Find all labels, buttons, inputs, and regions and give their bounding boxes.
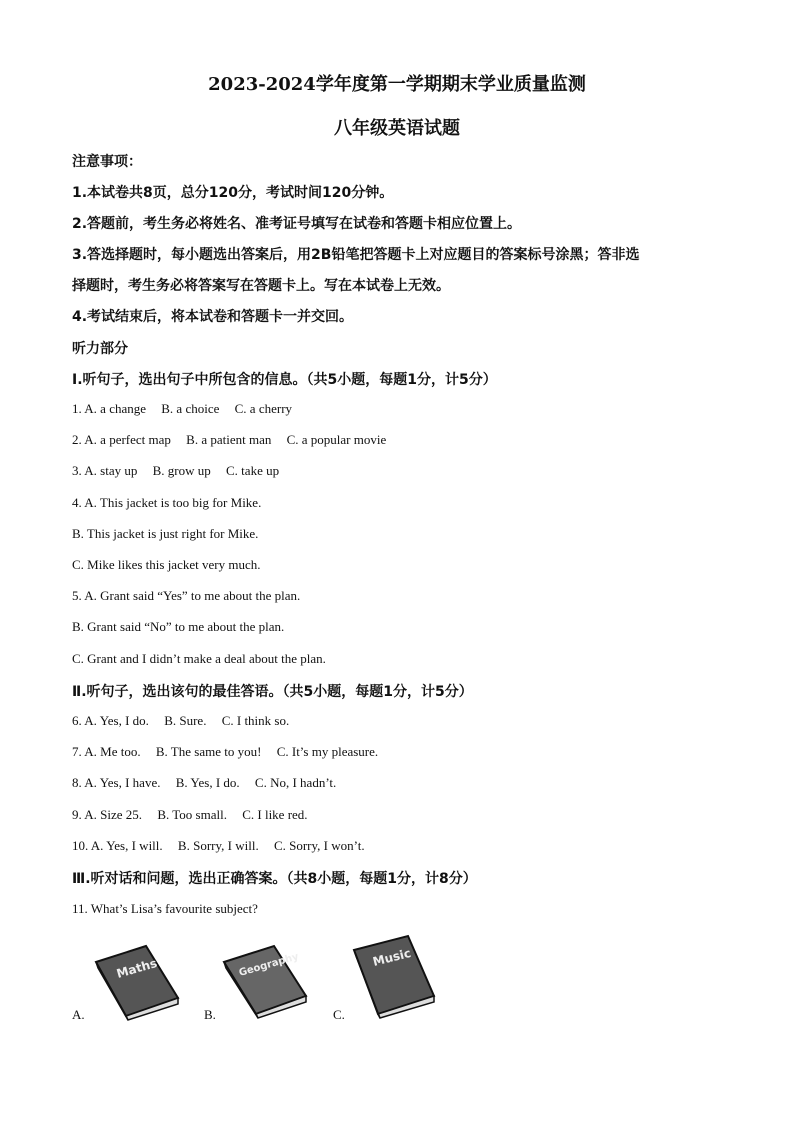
question-10: [72, 838, 377, 854]
q6-option-c: C. I think so.: [221, 713, 290, 728]
notice-item-4: 4.考试结束后，将本试卷和答题卡一并交回。: [72, 309, 354, 325]
question-7: [72, 744, 390, 760]
music-book-label: Music: [371, 945, 413, 969]
q11-option-b-letter: B.: [204, 1007, 216, 1022]
q5-option-a: 5. A. Grant said “Yes” to me about the plan.: [72, 588, 301, 603]
question-3: [72, 463, 291, 479]
q4-option-c: C. Mike likes this jacket very much.: [72, 557, 261, 572]
exam-title: 2023-2024学年度第一学期期末学业质量监测: [208, 74, 586, 95]
q2-option-b: B. a patient man: [186, 432, 272, 447]
section2-heading: Ⅱ.听句子，选出该句的最佳答语。（共5小题，每题1分，计5分）: [72, 684, 473, 700]
q10-option-a: 10. A. Yes, I will.: [72, 838, 163, 853]
notice-item-3-cont: 择题时，考生务必将答案写在答题卡上。写在本试卷上无效。: [72, 278, 450, 294]
q3-option-c: C. take up: [226, 463, 280, 478]
notice-item-3: 3.答选择题时，每小题选出答案后，用2B铅笔把答题卡上对应题目的答案标号涂黑；答非选: [72, 247, 640, 263]
q3-option-b: B. grow up: [152, 463, 211, 478]
q1-option-c: C. a cherry: [234, 401, 293, 416]
q11-option-c-letter: C.: [333, 1007, 345, 1022]
q10-option-c: C. Sorry, I won’t.: [273, 838, 365, 853]
q7-option-c: C. It’s my pleasure.: [276, 744, 379, 759]
q8-option-c: C. No, I hadn’t.: [254, 775, 337, 790]
q4-option-a: 4. A. This jacket is too big for Mike.: [72, 495, 262, 510]
question-6: [72, 713, 301, 729]
q2-option-a: 2. A. a perfect map: [72, 432, 171, 447]
q7-option-b: B. The same to you!: [155, 744, 262, 759]
maths-book-label: Maths: [114, 955, 159, 981]
notice-item-2: 2.答题前，考生务必将姓名、准考证号填写在试卷和答题卡相应位置上。: [72, 216, 522, 232]
notice-item-1: 1.本试卷共8页，总分120分，考试时间120分钟。: [72, 185, 394, 201]
q1-option-b: B. a choice: [161, 401, 220, 416]
geography-book-icon: [218, 940, 314, 1022]
q5-option-b: B. Grant said “No” to me about the plan.: [72, 619, 285, 634]
q4-option-b: B. This jacket is just right for Mike.: [72, 526, 259, 541]
q7-option-a: 7. A. Me too.: [72, 744, 141, 759]
q9-option-a: 9. A. Size 25.: [72, 807, 143, 822]
q8-option-b: B. Yes, I do.: [175, 775, 240, 790]
notice-heading: 注意事项：: [72, 154, 142, 170]
section3-heading: Ⅲ.听对话和问题，选出正确答案。（共8小题，每题1分，计8分）: [72, 871, 477, 887]
q8-option-a: 8. A. Yes, I have.: [72, 775, 161, 790]
q3-option-a: 3. A. stay up: [72, 463, 138, 478]
q6-option-a: 6. A. Yes, I do.: [72, 713, 149, 728]
question-8: [72, 775, 348, 791]
question-9: [72, 807, 320, 823]
q6-option-b: B. Sure.: [164, 713, 207, 728]
q9-option-c: C. I like red.: [242, 807, 308, 822]
q10-option-b: B. Sorry, I will.: [177, 838, 259, 853]
q9-option-b: B. Too small.: [157, 807, 227, 822]
q1-option-a: 1. A. a change: [72, 401, 147, 416]
question-1: [72, 401, 304, 417]
question-2: [72, 432, 398, 448]
maths-book-icon: [88, 940, 184, 1022]
exam-subtitle: 八年级英语试题: [334, 118, 460, 139]
q2-option-c: C. a popular movie: [286, 432, 387, 447]
geography-book-label: Geography: [237, 951, 300, 979]
q5-option-c: C. Grant and I didn’t make a deal about the plan.: [72, 651, 326, 666]
listening-heading: 听力部分: [72, 341, 128, 357]
music-book-icon: [348, 930, 444, 1022]
q11-option-a-letter: A.: [72, 1007, 85, 1022]
question-11: 11. What’s Lisa’s favourite subject?: [72, 901, 258, 916]
section1-heading: Ⅰ.听句子，选出句子中所包含的信息。（共5小题，每题1分，计5分）: [72, 372, 497, 388]
